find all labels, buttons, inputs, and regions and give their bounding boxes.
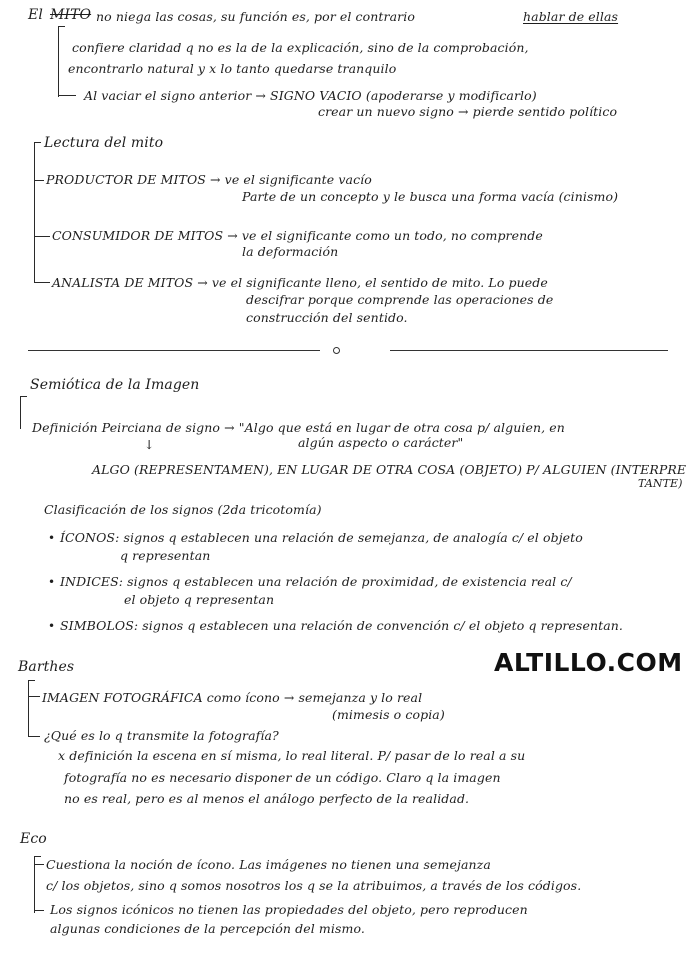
mito-line-4: Al vaciar el signo anterior → SIGNO VACIO (apoderarse y modificarlo) [84,88,537,103]
lectura-stub-1 [34,180,44,181]
analista-line-3: construcción del sentido. [246,310,408,325]
imagen-line: IMAGEN FOTOGRÁFICA como ícono → semejanza y lo real [42,690,423,705]
lectura-stub-2 [34,236,50,237]
productor-line-2: Parte de un concepto y le busca una forma vacía (cinismo) [242,189,619,204]
bullet-simbolos: • [48,619,56,633]
eco-stub-2 [34,910,44,911]
productor-line: PRODUCTOR DE MITOS → ve el significante vacío [46,172,372,187]
iconos-line: ÍCONOS: signos q establecen una relación de semejanza, de analogía c/ el objeto [60,530,583,545]
consumidor-line-2: la deformación [242,244,339,259]
lectura-stub-3 [34,282,50,283]
def-arrow: ↓ [144,437,155,452]
imagen-line-2: (mimesis o copia) [332,707,445,722]
analista-line: ANALISTA DE MITOS → ve el significante lleno, el sentido de mito. Lo puede [52,275,548,290]
barthes-stub-1 [28,696,40,697]
indices-line-2: el objeto q representan [124,592,275,607]
mito-stub [58,95,76,96]
def-line-2: algún aspecto o carácter" [298,435,464,450]
mito-line-5: crear un nuevo signo → pierde sentido político [318,104,618,119]
divider-right [390,350,668,351]
divider-left [28,350,320,351]
mito-el: El [28,7,43,23]
algo-line-2: TANTE) [638,477,683,490]
question-line-4: no es real, pero es al menos el análogo perfecto de la realidad. [64,791,470,806]
semiotica-bracket [20,396,27,429]
eco-stub-1 [34,864,44,865]
question-line-3: fotografía no es necesario disponer de un código. Claro q la imagen [64,770,501,785]
simbolos-line: SIMBOLOS: signos q establecen una relación de convención c/ el objeto q representan. [60,618,623,633]
bullet-iconos: • [48,531,56,545]
semiotica-title: Semiótica de la Imagen [30,377,200,393]
clasificacion-line: Clasificación de los signos (2da tricotomía) [44,502,322,517]
bullet-indices: • [48,575,56,589]
mito-bracket [58,26,65,97]
eco-line-2: c/ los objetos, sino q somos nosotros los q se la atribuimos, a través de los códigos. [46,878,582,893]
eco-line-3: Los signos icónicos no tienen las propiedades del objeto, pero reproducen [50,902,528,917]
mito-word: MITO [50,7,92,23]
iconos-line-2: q representan [120,548,211,563]
barthes-stub-2 [28,736,40,737]
indices-line: INDICES: signos q establecen una relación de proximidad, de existencia real c/ [60,574,572,589]
barthes-bracket [28,680,35,737]
eco-line-1: Cuestiona la noción de ícono. Las imágenes no tienen una semejanza [46,857,491,872]
barthes-title: Barthes [18,659,75,675]
mito-underlined: hablar de ellas [523,9,619,24]
question-line: ¿Qué es lo q transmite la fotografía? [44,728,279,743]
altillo-logo: ALTILLO.COM [494,648,683,677]
lectura-bracket [34,142,41,283]
mito-line-2: confiere claridad q no es la de la explicación, sino de la comprobación, [72,40,529,55]
question-line-2: x definición la escena en sí misma, lo real literal. P/ pasar de lo real a su [58,748,526,763]
eco-line-4: algunas condiciones de la percepción del mismo. [50,921,365,936]
eco-title: Eco [20,831,47,847]
divider-circle [333,347,340,354]
algo-line: ALGO (REPRESENTAMEN), EN LUGAR DE OTRA COSA (OBJETO) P/ ALGUIEN (INTERPRE [92,462,687,477]
mito-line-3: encontrarlo natural y x lo tanto quedarse tranquilo [68,61,397,76]
def-line-1: Definición Peirciana de signo → "Algo que está en lugar de otra cosa p/ alguien, en [32,420,565,435]
mito-line-1: no niega las cosas, su función es, por el contrario [96,9,415,24]
lectura-title: Lectura del mito [44,135,164,151]
consumidor-line: CONSUMIDOR DE MITOS → ve el significante como un todo, no comprende [52,228,543,243]
analista-line-2: descifrar porque comprende las operaciones de [246,292,554,307]
